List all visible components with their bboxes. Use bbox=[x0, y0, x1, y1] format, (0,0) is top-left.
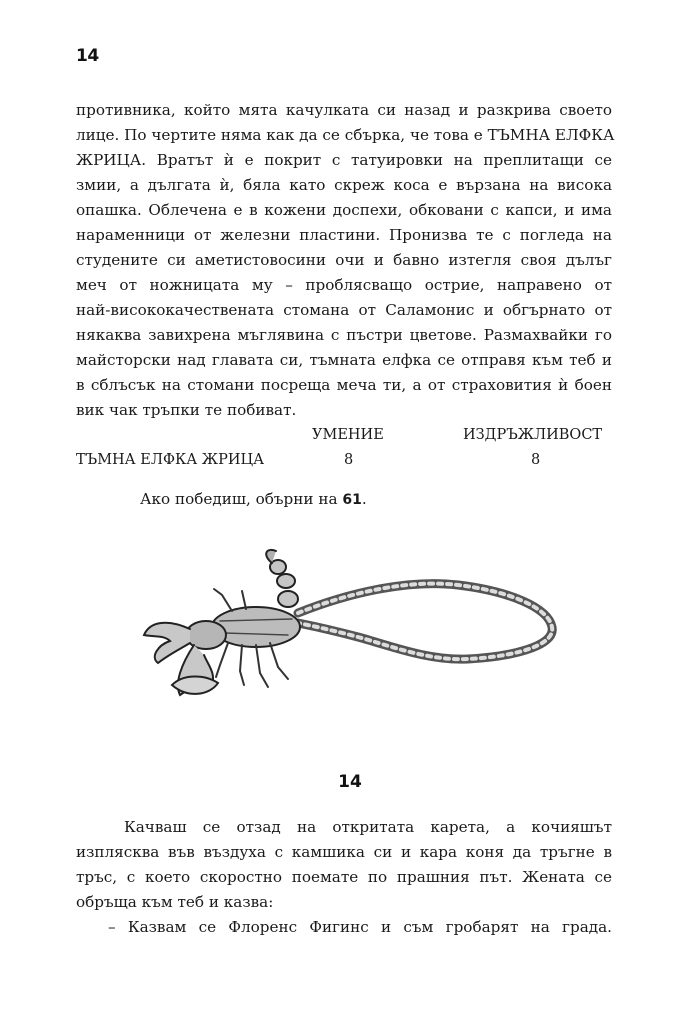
passage-line: ЖРИЦА. Вратът ѝ е покрит с татуировки на преплитащи се bbox=[76, 151, 612, 169]
enemy-stamina-value: 8 bbox=[531, 452, 541, 468]
passage-line: най-висококачествената стомана от Саламонис и обгърнато от bbox=[76, 301, 612, 319]
passage-line: вик чак тръпки те побиват. bbox=[76, 401, 297, 419]
combat-stats-row bbox=[76, 452, 612, 474]
passage-line: майсторски над главата си, тъмната елфка се отправя към теб и bbox=[76, 351, 612, 369]
passage-line: обръща към теб и казва: bbox=[76, 893, 274, 911]
passage-line: лице. По чертите няма как да се сбърка, че това е ТЪМНА ЕЛФКА bbox=[76, 126, 615, 144]
stamina-header: ИЗДРЪЖЛИВОСТ bbox=[463, 427, 603, 443]
passage-line: изплясква във въздуха с камшика си и кара коня да тръгне в bbox=[76, 843, 612, 861]
section-number: 14 bbox=[338, 772, 362, 792]
story-passage-1 bbox=[76, 98, 615, 423]
skill-header: УМЕНИЕ bbox=[312, 427, 384, 443]
passage-line: някаква завихрена мъглявина с пъстри цветове. Размахвайки го bbox=[76, 326, 612, 344]
passage-line: нараменници от железни пластини. Пронизва те с погледа на bbox=[76, 226, 612, 244]
passage-line: меч от ножницата му – проблясващо острие, направено от bbox=[76, 276, 612, 294]
enemy-name: ТЪМНА ЕЛФКА ЖРИЦА bbox=[76, 452, 265, 468]
passage-line: тръс, с което скоростно поемате по прашния път. Жената се bbox=[76, 868, 612, 886]
scorpion-on-rope-illustration bbox=[128, 545, 568, 729]
win-suffix: . bbox=[361, 490, 367, 508]
page-number: 14 bbox=[76, 46, 99, 66]
passage-line: – Казвам се Флоренс Фигинс и съм гробарят на града. bbox=[108, 918, 612, 936]
win-instruction bbox=[140, 490, 367, 508]
story-passage-2 bbox=[76, 815, 612, 940]
win-text: Ако победиш, обърни на bbox=[140, 490, 338, 508]
combat-stats-header bbox=[76, 427, 612, 449]
passage-line: противника, който мята качулката си назад и разкрива своето bbox=[76, 101, 612, 119]
passage-line: Качваш се отзад на откритата карета, а кочияшът bbox=[124, 818, 612, 836]
passage-line: студените си аметистовосини очи и бавно изтегля своя дълъг bbox=[76, 251, 612, 269]
passage-line: опашка. Облечена е в кожени доспехи, обковани с капси, и има bbox=[76, 201, 612, 219]
passage-line: змии, а дългата ѝ, бяла като скреж коса е вързана на висока bbox=[76, 176, 612, 194]
win-target-section[interactable]: 61 bbox=[342, 492, 362, 508]
enemy-skill-value: 8 bbox=[344, 452, 354, 468]
passage-line: в сблъсък на стомани посреща меча ти, а от страховития ѝ боен bbox=[76, 376, 612, 394]
